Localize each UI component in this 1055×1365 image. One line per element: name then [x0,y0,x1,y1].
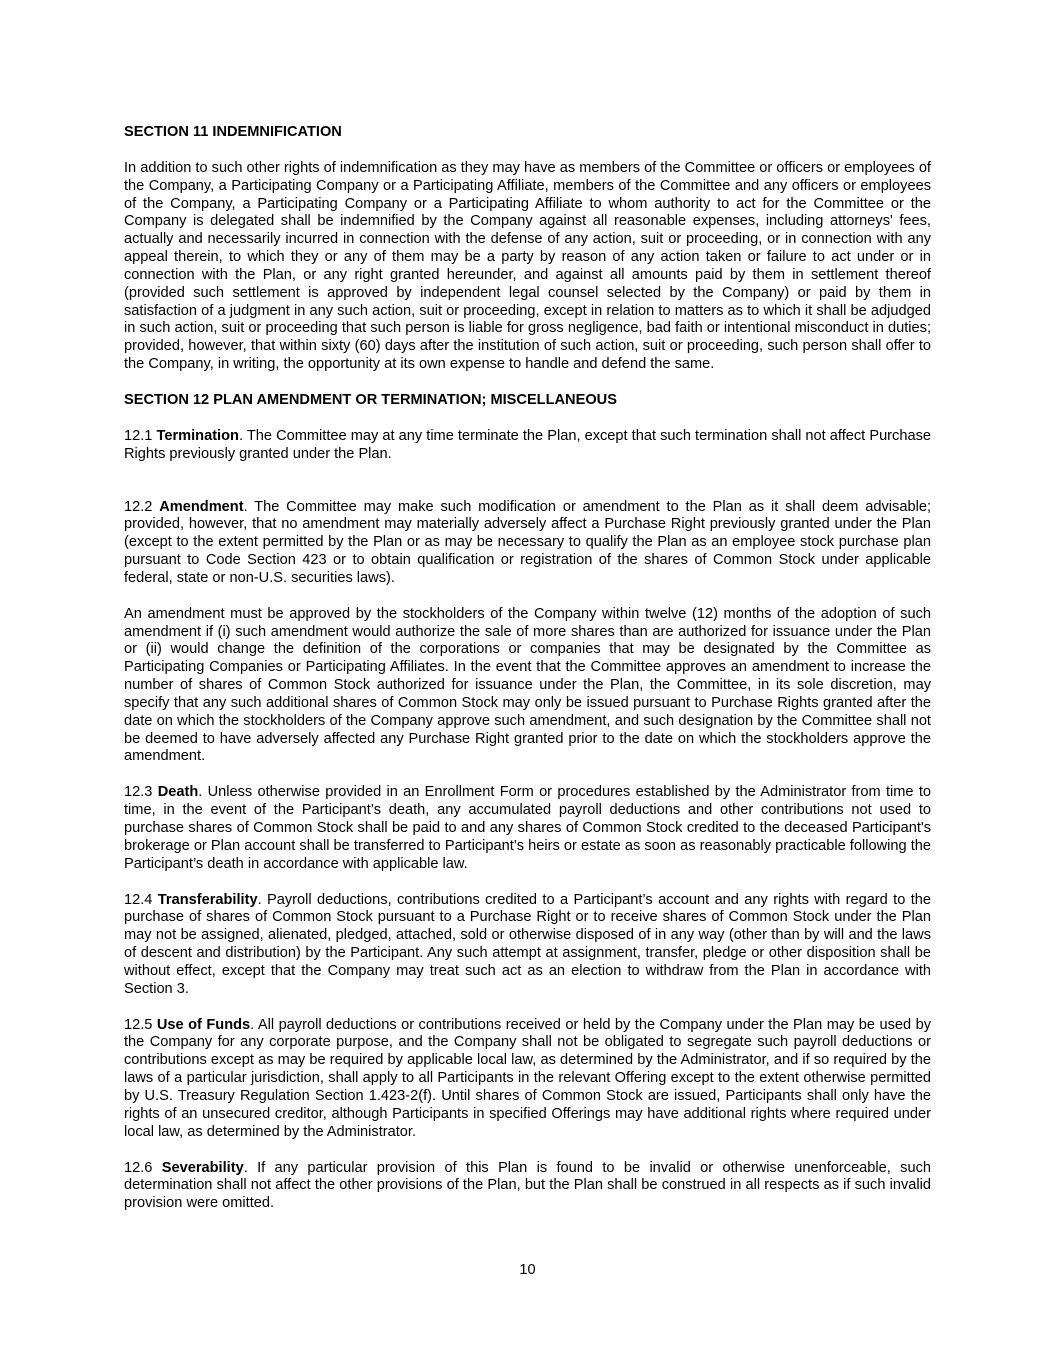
paragraph-12-2-continuation: An amendment must be approved by the stockholders of the Company within twelve (12) months of the adoption of such amendment if (i) such amendment would authorize the sale of more shares than are authorized for issuance under the Plan or (ii) would change the definition of the corporations or companies that may be designated by the Committee as Participating Companies or Participating Affiliates. In the event that the Committee approves an amendment to increase the number of shares of Common Stock authorized for issuance under the Plan, the Committee, in its sole discretion, may specify that any such additional shares of Common Stock may only be issued pursuant to Purchase Rights granted after the date on which the stockholders of the Company approve such amendment, and such designation by the Committee shall not be deemed to have adversely affected any Purchase Right granted prior to the date on which the stockholders approve the amendment. [124,605,931,765]
page-number: 10 [519,1262,536,1278]
paragraph-12-3 [124,784,931,873]
document-page [124,124,931,1213]
paragraph-body: . The Committee may make such modification or amendment to the Plan as it shall deem advisable; provided, however, that no amendment may materially adversely affect a Purchase Right previously granted under the Plan (except to the extent permitted by the Plan or as may be necessary to qualify the Plan as an employee stock purchase plan pursuant to Code Section 423 or to obtain qualification or registration of the shares of Common Stock under applicable federal, state or non-U.S. securities laws). [124,498,931,586]
paragraph-body: . Unless otherwise provided in an Enrollment Form or procedures established by the Administrator from time to time, in the event of the Participant’s death, any accumulated payroll deductions and other contributions not used to purchase shares of Common Stock shall be paid to and any shares of Common Stock credited to the deceased Participant's brokerage or Plan account shall be transferred to Participant’s heirs or estate as soon as reasonably practicable following the Participant’s death in accordance with applicable law. [124,784,931,872]
paragraph-title: Death [157,784,199,801]
paragraph-body: . All payroll deductions or contributions received or held by the Company under the Plan may be used by the Company for any corporate purpose, and the Company shall not be obligated to segregate such payroll deductions or contributions except as may be required by applicable local law, as determined by the Administrator, and if so required by the laws of a particular jurisdiction, shall apply to all Participants in the relevant Offering except to the extent otherwise permitted by U.S. Treasury Regulation Section 1.423-2(f). Until shares of Common Stock are issued, Participants shall only have the rights of an unsecured creditor, although Participants in specified Offerings may have additional rights where required under local law, as determined by the Administrator. [124,1016,931,1140]
paragraph-body: . If any particular provision of this Plan is found to be invalid or otherwise unenforceable, such determination shall not affect the other provisions of the Plan, but the Plan shall be construed in all respects as if such invalid provision were omitted. [124,1159,931,1212]
paragraph-body: . The Committee may at any time terminate the Plan, except that such termination shall not affect Purchase Rights previously granted under the Plan. [124,427,931,462]
paragraph-title: Amendment [159,498,244,515]
section-11-heading: SECTION 11 INDEMNIFICATION [124,124,342,140]
paragraph-12-6 [124,1160,931,1214]
section-12-heading: SECTION 12 PLAN AMENDMENT OR TERMINATION; MISCELLANEOUS [124,391,617,408]
paragraph-12-2 [124,499,931,588]
paragraph-title: Use of Funds [156,1016,251,1033]
paragraph-number: 12.3 [124,784,153,801]
paragraph-title: Severability [161,1159,244,1176]
paragraph-number: 12.6 [124,1159,153,1176]
paragraph-12-1 [124,428,931,464]
paragraph-body: . Payroll deductions, contributions credited to a Participant’s account and any rights with regard to the purchase of shares of Common Stock pursuant to a Purchase Right or to receive shares of Common Stock under the Plan may not be assigned, alienated, pledged, attached, sold or otherwise disposed of in any way (other than by will and the laws of descent and distribution) by the Participant. Any such attempt at assignment, transfer, pledge or other disposition shall be without effect, except that the Company may treat such act as an election to withdraw from the Plan in accordance with Section 3. [124,891,932,997]
section-11-body: In addition to such other rights of indemnification as they may have as members of the Committee or officers or employees of the Company, a Participating Company or a Participating Affiliate, members of the Committee and any officers or employees of the Company, a Participating Company or a Participating Affiliate to whom authority to act for the Committee or the Company is delegated shall be indemnified by the Company against all reasonable expenses, including attorneys' fees, actually and necessarily incurred in connection with the defense of any action, suit or proceeding, or in connection with any appeal therein, to which they or any of them may be a party by reason of any action taken or failure to act under or in connection with the Plan, or any right granted hereunder, and against all amounts paid by them in settlement thereof (provided such settlement is approved by independent legal counsel selected by the Company) or paid by them in satisfaction of a judgment in any such action, suit or proceeding, except in relation to matters as to which it shall be adjudged in such action, suit or proceeding that such person is liable for gross negligence, bad faith or intentional misconduct in duties; provided, however, that within sixty (60) days after the institution of such action, suit or proceeding, such person shall offer to the Company, in writing, the opportunity at its own expense to handle and defend the same. [124,159,931,373]
paragraph-number: 12.1 [124,427,153,444]
paragraph-number: 12.2 [124,498,153,515]
paragraph-12-5 [124,1017,931,1142]
paragraph-number: 12.4 [124,891,153,908]
paragraph-12-4 [124,892,931,999]
paragraph-number: 12.5 [124,1016,153,1033]
paragraph-title: Transferability [157,891,258,908]
paragraph-title: Termination [156,427,239,444]
